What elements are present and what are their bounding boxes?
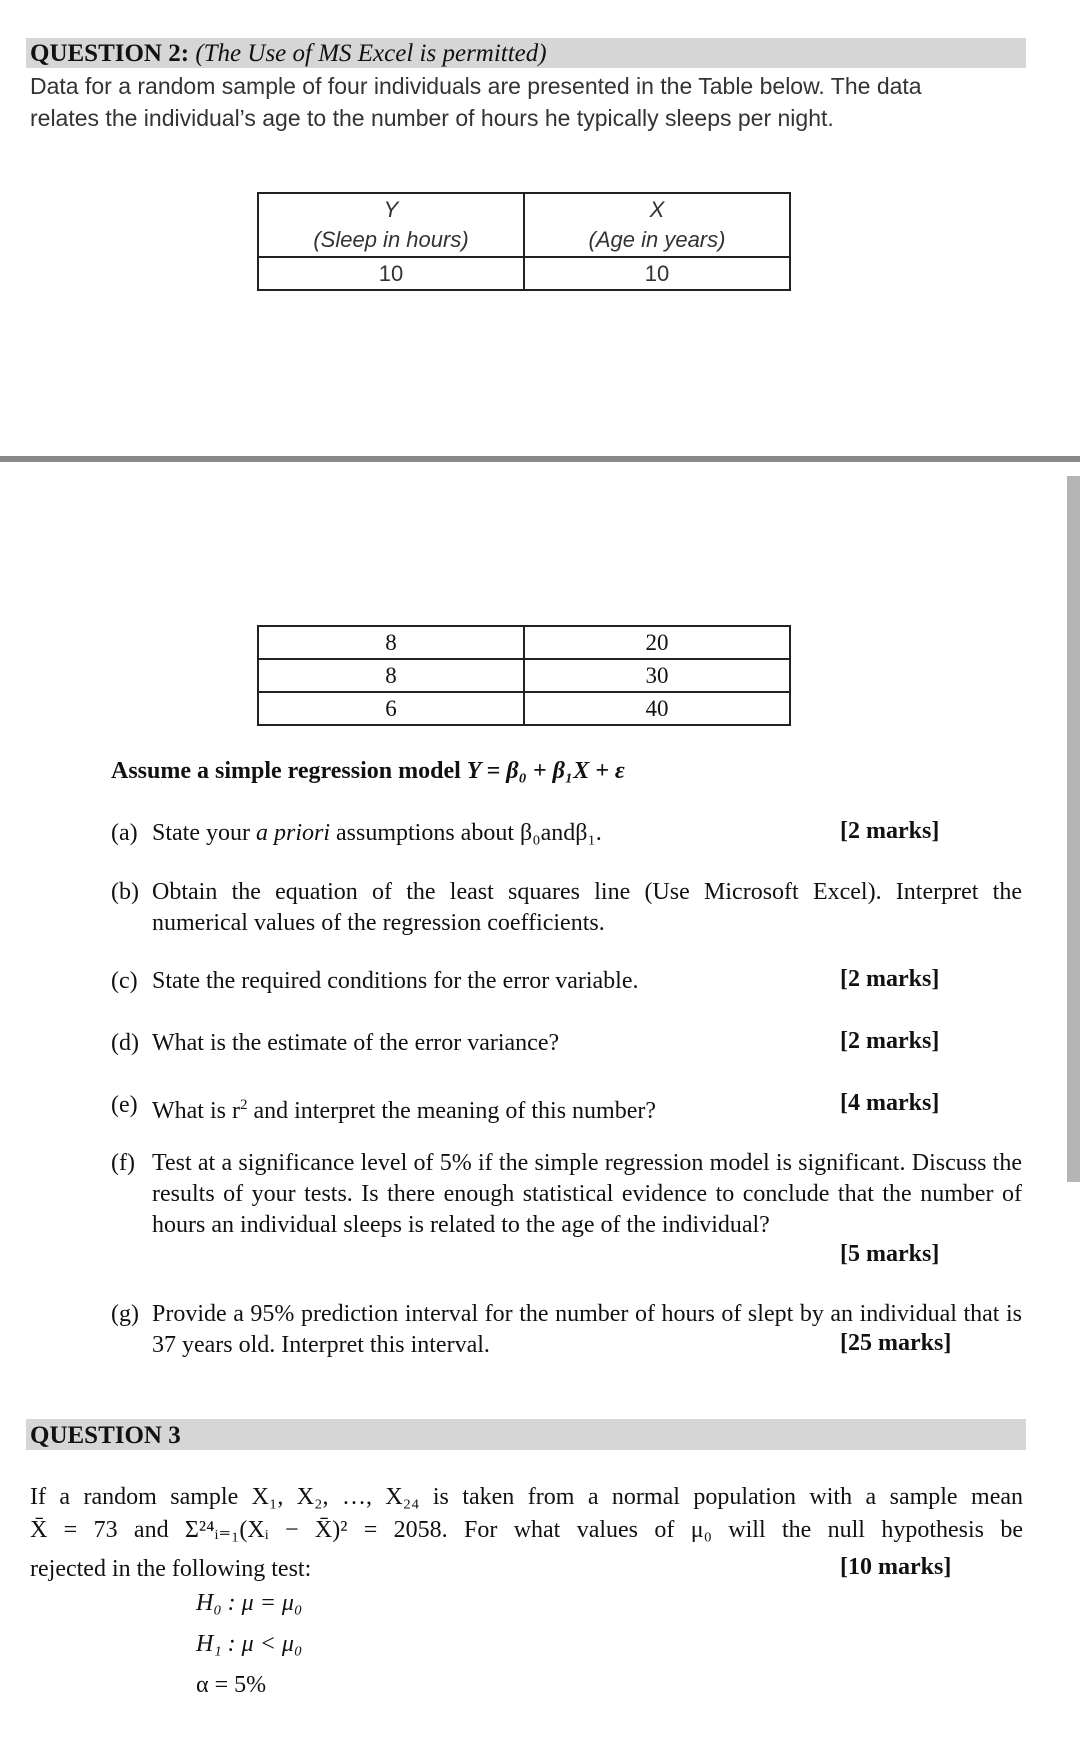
part-f-marks: [5 marks]: [840, 1241, 940, 1267]
table-row: [258, 659, 790, 692]
cell-x: 10: [524, 257, 790, 290]
model-statement: [111, 756, 625, 787]
cell-x: 40: [524, 692, 790, 725]
table-row: [258, 257, 790, 290]
hypothesis-null: H₀ : μ = μ₀: [196, 1590, 303, 1616]
part-a-italic: a priori: [255, 820, 330, 846]
part-e-marks: [4 marks]: [840, 1090, 940, 1116]
hypothesis-alternative: H₁ : μ < μ₀: [196, 1631, 303, 1657]
part-a-label: (a): [111, 820, 138, 846]
cell-x: 30: [524, 659, 790, 692]
q3-line-3: rejected in the following test:: [30, 1556, 312, 1582]
part-f-text: Test at a significance level of 5% if the simple regression model is significant. Discuss the results of your tests. Is there enough statistical evidence to conclude that the number of hours an individual sleeps is related to the age of the individual?: [152, 1150, 1022, 1238]
q3-line-2: X̄ = 73 and Σ²⁴ᵢ₌₁(Xᵢ − X̄)² = 2058. For what values of μ₀ will the null hypothesis be: [30, 1517, 1023, 1543]
intro-line-1: Data for a random sample of four individuals are presented in the Table below. The data: [30, 73, 922, 99]
q3-marks: [10 marks]: [840, 1554, 952, 1580]
part-e-post: and interpret the meaning of this number?: [253, 1098, 657, 1124]
part-a-text: [152, 818, 602, 849]
cell-y: 8: [258, 659, 524, 692]
part-a-post: assumptions about β₀andβ₁.: [336, 820, 602, 846]
question-2-intro: [30, 70, 1030, 134]
cell-x: 20: [524, 626, 790, 659]
table-header-x: [524, 193, 790, 257]
part-g-label: (g): [111, 1301, 139, 1327]
part-e-text: [152, 1090, 656, 1127]
table-header-y: [258, 193, 524, 257]
data-table-bottom: [257, 625, 791, 726]
table-row: [258, 626, 790, 659]
part-a-pre: State your: [152, 820, 250, 846]
data-table-top: [257, 192, 791, 291]
cell-y: 10: [258, 257, 524, 290]
part-f-label: (f): [111, 1150, 135, 1176]
question-3-title: QUESTION 3: [30, 1422, 181, 1449]
part-b-text: Obtain the equation of the least squares line (Use Microsoft Excel). Interpret the numerical values of the regression coefficients.: [152, 879, 1022, 936]
q3-line-1: If a random sample X₁, X₂, …, X₂₄ is taken from a normal population with a sample mean: [30, 1484, 1023, 1510]
scrollbar[interactable]: [1067, 476, 1080, 1182]
cell-y: 8: [258, 626, 524, 659]
part-b-label: (b): [111, 879, 139, 905]
part-c-label: (c): [111, 968, 138, 994]
intro-line-2: relates the individual’s age to the number of hours he typically sleeps per night.: [30, 105, 834, 131]
part-d-text: What is the estimate of the error variance?: [152, 1030, 560, 1056]
x-header-sub: (Age in years): [588, 227, 726, 252]
part-d-label: (d): [111, 1030, 139, 1056]
question-2-subtitle: (The Use of MS Excel is permitted): [195, 40, 547, 67]
question-2-title: [30, 39, 547, 69]
model-equation: Y = β₀ + β₁X + ε: [466, 758, 625, 784]
significance-level: α = 5%: [196, 1672, 267, 1698]
part-c-marks: [2 marks]: [840, 966, 940, 992]
cell-y: 6: [258, 692, 524, 725]
part-e-sup: 2: [239, 1097, 248, 1113]
part-e-label: (e): [111, 1092, 138, 1118]
model-label: Assume a simple regression model: [111, 758, 461, 784]
table-row: [258, 692, 790, 725]
question-2-number: QUESTION 2:: [30, 40, 190, 67]
page-divider: [0, 456, 1080, 462]
part-c-text: State the required conditions for the error variable.: [152, 968, 639, 994]
y-header-sub: (Sleep in hours): [313, 227, 469, 252]
x-header-label: X: [649, 197, 665, 222]
part-g-marks: [25 marks]: [840, 1330, 952, 1356]
part-a-marks: [2 marks]: [840, 818, 940, 844]
part-g-text: Provide a 95% prediction interval for the number of hours of slept by an individual that is 37 years old. Interpret this interval.: [152, 1301, 1022, 1358]
part-d-marks: [2 marks]: [840, 1028, 940, 1054]
part-e-pre: What is r: [152, 1098, 240, 1124]
y-header-label: Y: [383, 197, 399, 222]
